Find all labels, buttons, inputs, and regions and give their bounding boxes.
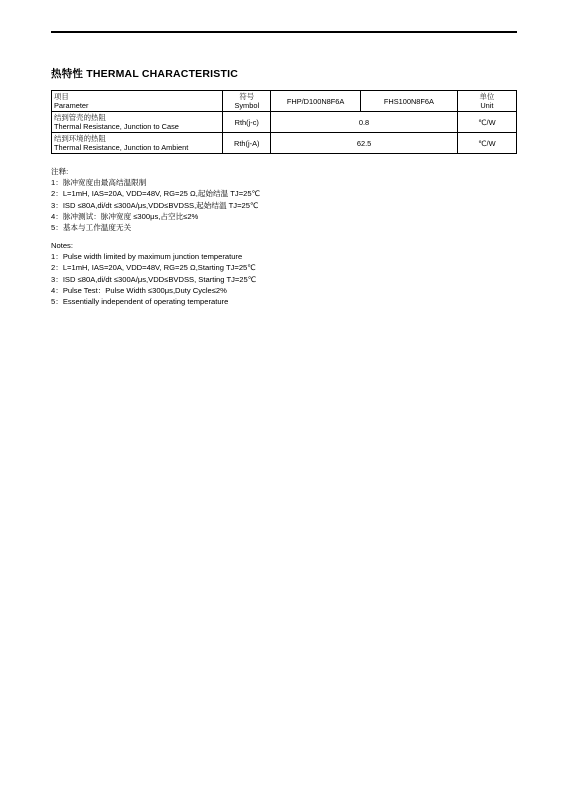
row-symbol: Rth(j-c) <box>223 112 271 133</box>
note-item: 3：ISD ≤80A,di/dt ≤300A/μs,VDD≤BVDSS,起始结温 TJ=25℃ <box>51 200 259 210</box>
header-symbol-en: Symbol <box>234 101 260 110</box>
table-header-row <box>52 91 517 112</box>
header-model-1: FHP/D100N8F6A <box>271 91 361 112</box>
row-parameter-en: Thermal Resistance, Junction to Case <box>54 122 179 131</box>
header-parameter <box>52 91 223 112</box>
header-parameter-zh: 项目 <box>54 92 69 101</box>
header-symbol <box>223 91 271 112</box>
note-item: 4：脉冲测试：脉冲宽度 ≤300μs,占空比≤2% <box>51 211 199 221</box>
notes-title: Notes: <box>51 241 73 250</box>
row-unit: ℃/W <box>457 112 516 133</box>
row-value: 62.5 <box>271 133 458 154</box>
row-symbol: Rth(j-A) <box>223 133 271 154</box>
note-item: 2：L=1mH, IAS=20A, VDD=48V, RG=25 Ω,Starting TJ=25℃ <box>51 263 256 273</box>
note-item: 1：Pulse width limited by maximum junction temperature <box>51 252 243 262</box>
notes-chinese <box>51 166 260 233</box>
row-parameter <box>52 133 223 154</box>
row-parameter-zh: 结到环境的热阻 <box>54 134 106 143</box>
row-parameter-zh: 结到管壳的热阻 <box>54 113 106 122</box>
header-model-2: FHS100N8F6A <box>360 91 457 112</box>
table-row <box>52 112 517 133</box>
note-item: 1：脉冲宽度由最高结温限制 <box>51 178 147 188</box>
notes-title: 注释: <box>51 167 69 176</box>
note-item: 3：ISD ≤80A,di/dt ≤300A/μs,VDD≤BVDSS, Starting TJ=25℃ <box>51 274 257 284</box>
header-unit-en: Unit <box>480 101 494 110</box>
row-parameter-en: Thermal Resistance, Junction to Ambient <box>54 143 189 152</box>
header-unit <box>457 91 516 112</box>
note-item: 5：Essentially independent of operating temperature <box>51 297 229 307</box>
row-value: 0.8 <box>271 112 458 133</box>
header-unit-zh: 单位 <box>479 92 495 101</box>
top-rule <box>51 31 517 33</box>
header-symbol-zh: 符号 <box>239 92 255 101</box>
table-row <box>52 133 517 154</box>
note-item: 4：Pulse Test：Pulse Width ≤300μs,Duty Cycle≤2% <box>51 285 227 295</box>
header-parameter-en: Parameter <box>54 101 89 110</box>
note-item: 2：L=1mH, IAS=20A, VDD=48V, RG=25 Ω,起始结温 TJ=25℃ <box>51 189 261 199</box>
section-heading: 热特性 THERMAL CHARACTERISTIC <box>51 68 239 80</box>
row-parameter <box>52 112 223 133</box>
notes-english <box>51 240 256 307</box>
thermal-table <box>51 90 517 154</box>
note-item: 5：基本与工作温度无关 <box>51 223 132 233</box>
row-unit: ℃/W <box>457 133 516 154</box>
